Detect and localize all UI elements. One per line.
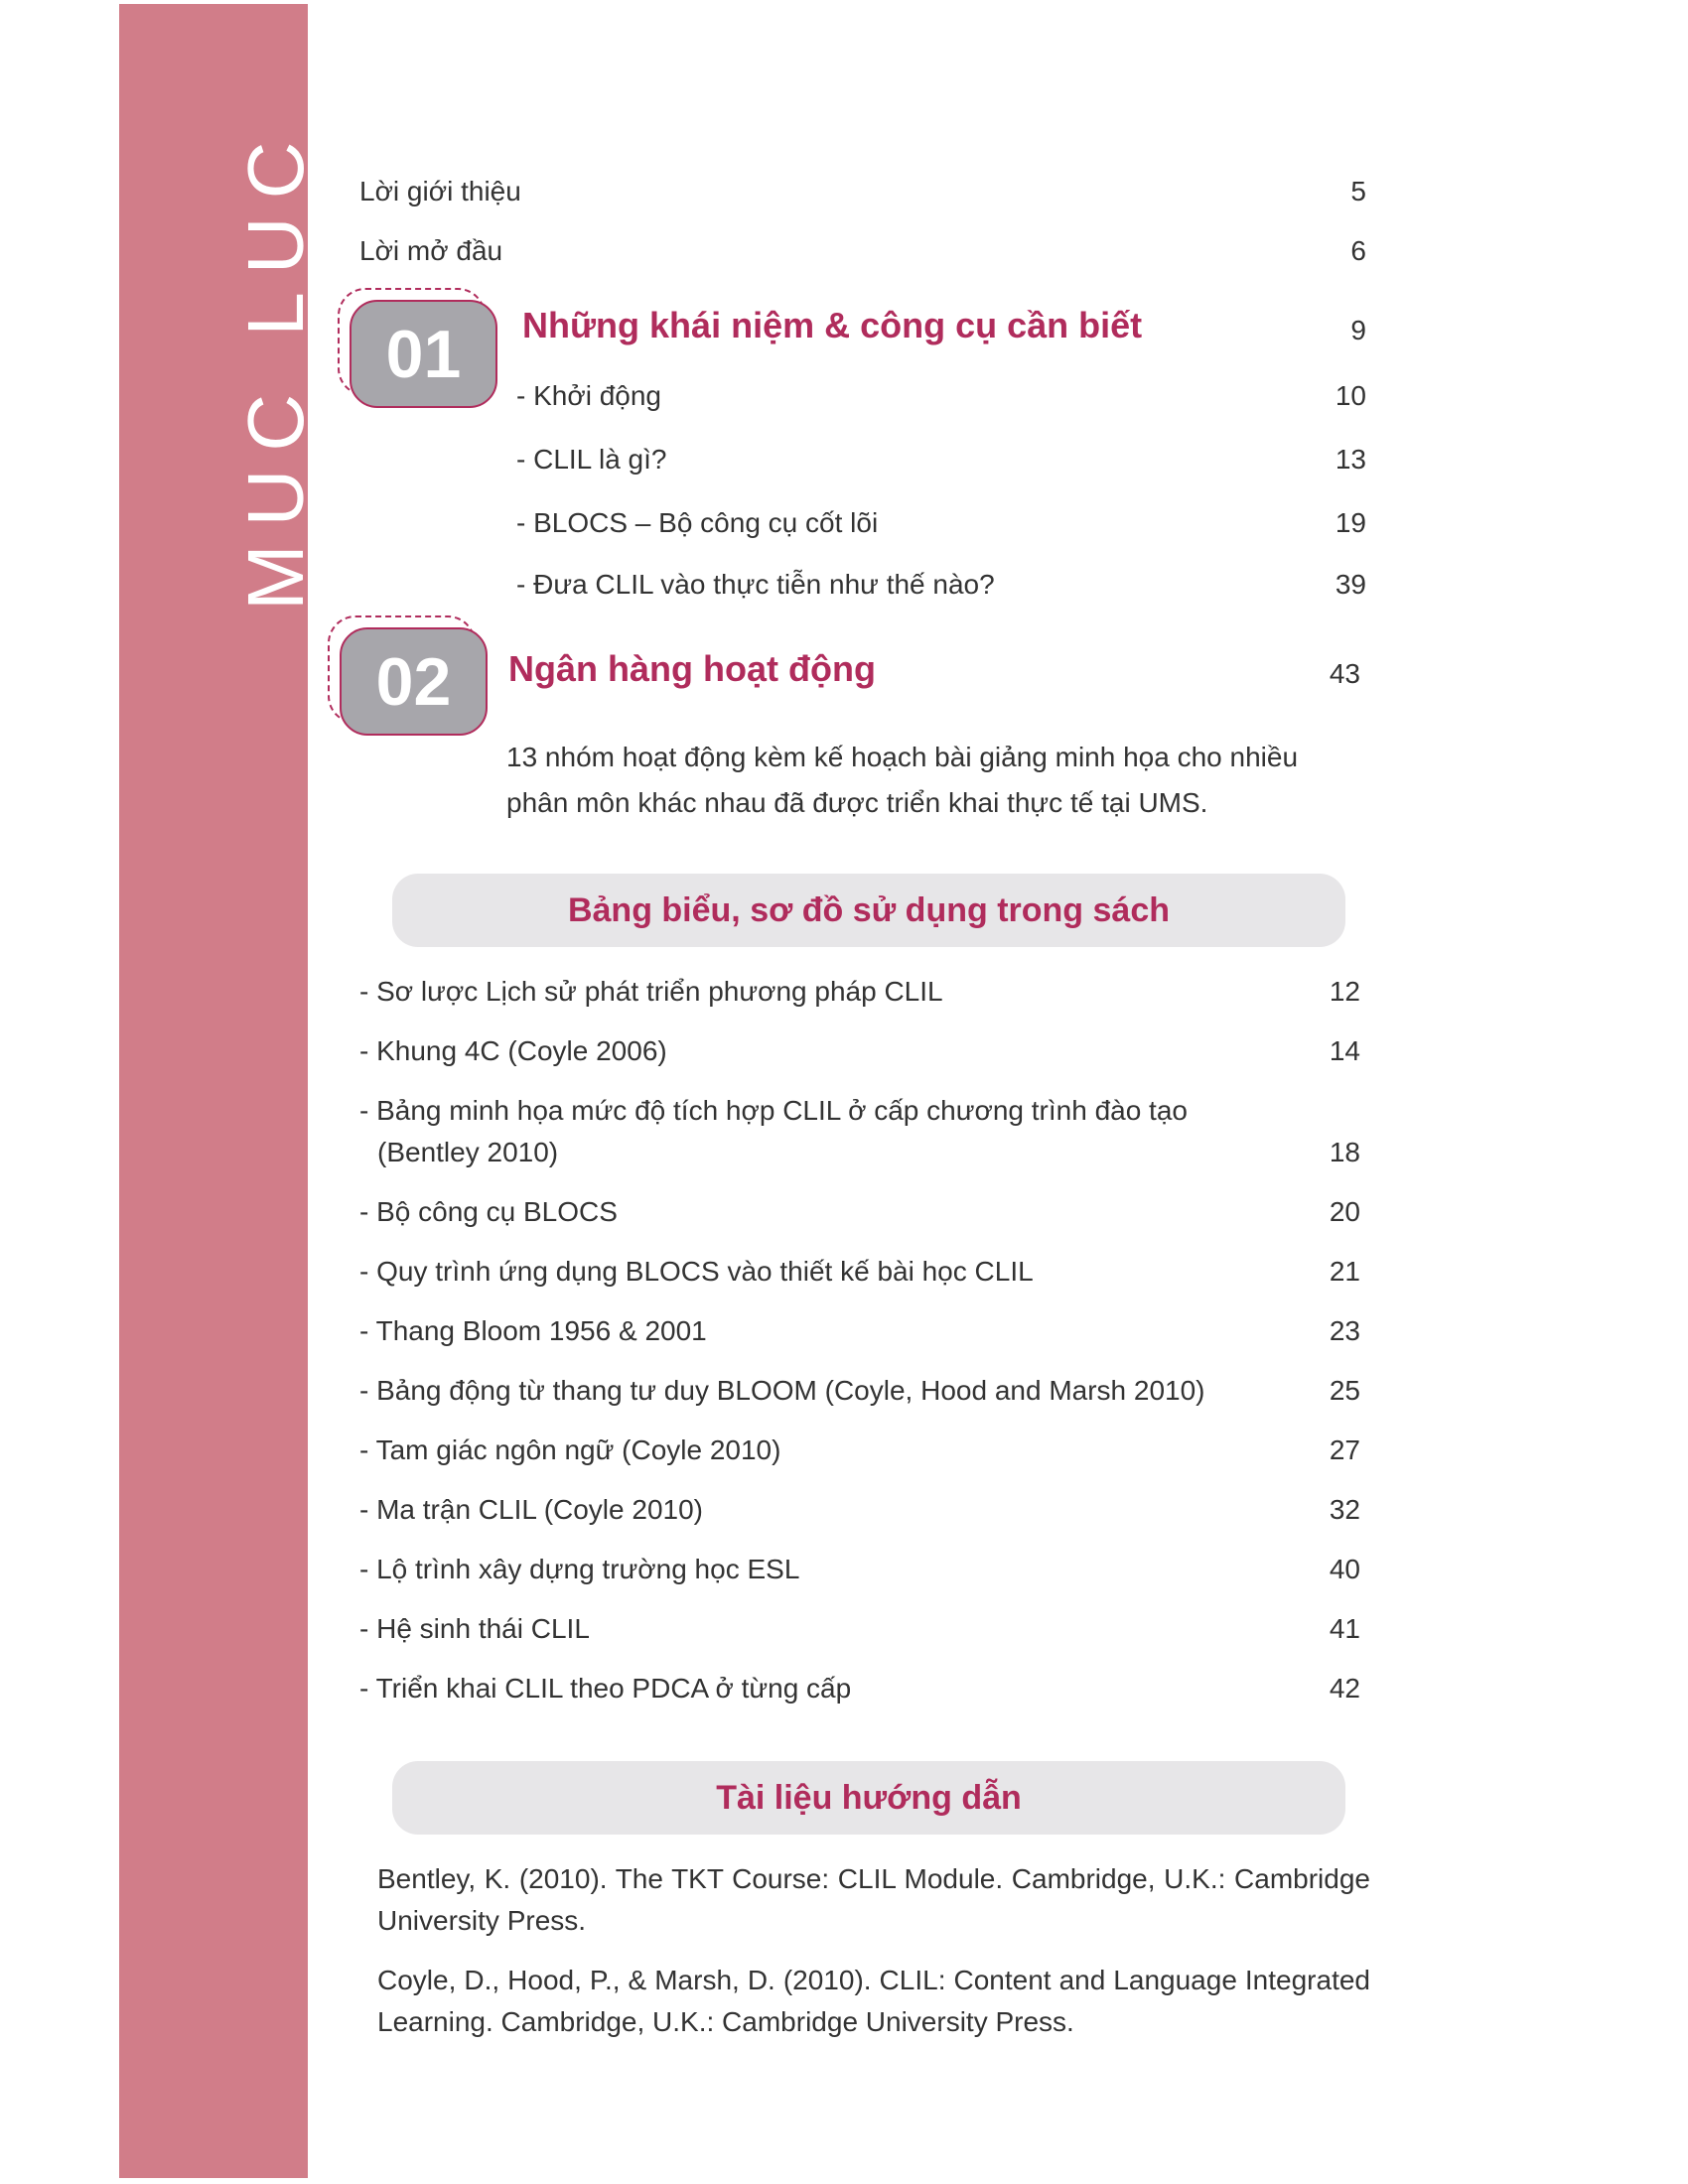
chapter-02-badge: 02 (340, 627, 488, 736)
figure-item[interactable]: - Quy trình ứng dụng BLOCS vào thiết kế bài học CLIL (359, 1256, 1034, 1287)
description-line: 13 nhóm hoạt động kèm kế hoạch bài giảng minh họa cho nhiều (506, 742, 1299, 772)
toc-subitem[interactable]: - Khởi động (516, 380, 662, 411)
toc-page-number: 13 (1335, 444, 1366, 475)
figure-item[interactable]: - Ma trận CLIL (Coyle 2010) (359, 1494, 703, 1525)
figure-page-number: 21 (1329, 1256, 1360, 1287)
toc-page-number: 5 (1350, 176, 1366, 206)
figure-item[interactable]: - Khung 4C (Coyle 2006) (359, 1035, 667, 1066)
figure-item-continuation: (Bentley 2010) (377, 1137, 559, 1167)
reference-entry: Coyle, D., Hood, P., & Marsh, D. (2010). CLIL: Content and Language Integrated Learning. Cambridge, U.K.: Cambridge University Press. (377, 1965, 1370, 2037)
toc-subitem[interactable]: - Đưa CLIL vào thực tiễn như thế nào? (516, 569, 995, 600)
figure-item[interactable]: - Thang Bloom 1956 & 2001 (359, 1315, 707, 1346)
figure-page-number: 27 (1329, 1434, 1360, 1465)
reference-entry: Bentley, K. (2010). The TKT Course: CLIL Module. Cambridge, U.K.: Cambridge University Press. (377, 1863, 1370, 1936)
figure-page-number: 25 (1329, 1375, 1360, 1406)
figure-page-number: 20 (1329, 1196, 1360, 1227)
chapter-01-title[interactable]: Những khái niệm & công cụ cần biết (522, 305, 1143, 345)
figure-item[interactable]: - Hệ sinh thái CLIL (359, 1613, 590, 1644)
toc-subitem[interactable]: - CLIL là gì? (516, 444, 667, 475)
figure-page-number: 23 (1329, 1315, 1360, 1346)
toc-page-number: 39 (1335, 569, 1366, 600)
toc-item-intro[interactable]: Lời giới thiệu (359, 176, 521, 206)
toc-page-number: 6 (1350, 235, 1366, 266)
toc-subitem[interactable]: - BLOCS – Bộ công cụ cốt lõi (516, 507, 879, 538)
figure-item[interactable]: - Bộ công cụ BLOCS (359, 1196, 618, 1227)
page-title: MỤC LỤC (231, 123, 320, 611)
figure-item[interactable]: - Bảng minh họa mức độ tích hợp CLIL ở cấp chương trình đào tạo (359, 1095, 1188, 1126)
figure-item[interactable]: - Tam giác ngôn ngữ (Coyle 2010) (359, 1434, 781, 1465)
figures-heading: Bảng biểu, sơ đồ sử dụng trong sách (392, 874, 1345, 947)
toc-page-number: 10 (1335, 380, 1366, 411)
figure-page-number: 14 (1329, 1035, 1360, 1066)
chapter-01-badge: 01 (350, 300, 497, 408)
description-line: phân môn khác nhau đã được triển khai thực tế tại UMS. (506, 787, 1208, 818)
figure-item[interactable]: - Sơ lược Lịch sử phát triển phương pháp CLIL (359, 976, 943, 1007)
figure-page-number: 40 (1329, 1554, 1360, 1584)
toc-page-number: 19 (1335, 507, 1366, 538)
figure-page-number: 41 (1329, 1613, 1360, 1644)
chapter-02-description (506, 735, 1380, 826)
chapter-02-page: 43 (1329, 658, 1360, 689)
figure-page-number: 18 (1329, 1137, 1360, 1167)
figure-page-number: 12 (1329, 976, 1360, 1007)
chapter-01-page: 9 (1350, 315, 1366, 345)
figure-item[interactable]: - Lộ trình xây dựng trường học ESL (359, 1554, 800, 1584)
figure-item[interactable]: - Triển khai CLIL theo PDCA ở từng cấp (359, 1673, 852, 1704)
chapter-02-title[interactable]: Ngân hàng hoạt động (508, 648, 876, 689)
references-heading: Tài liệu hướng dẫn (392, 1761, 1345, 1835)
figure-page-number: 42 (1329, 1673, 1360, 1704)
figure-item[interactable]: - Bảng động từ thang tư duy BLOOM (Coyle, Hood and Marsh 2010) (359, 1375, 1205, 1406)
figure-page-number: 32 (1329, 1494, 1360, 1525)
toc-item-preface[interactable]: Lời mở đầu (359, 235, 503, 266)
